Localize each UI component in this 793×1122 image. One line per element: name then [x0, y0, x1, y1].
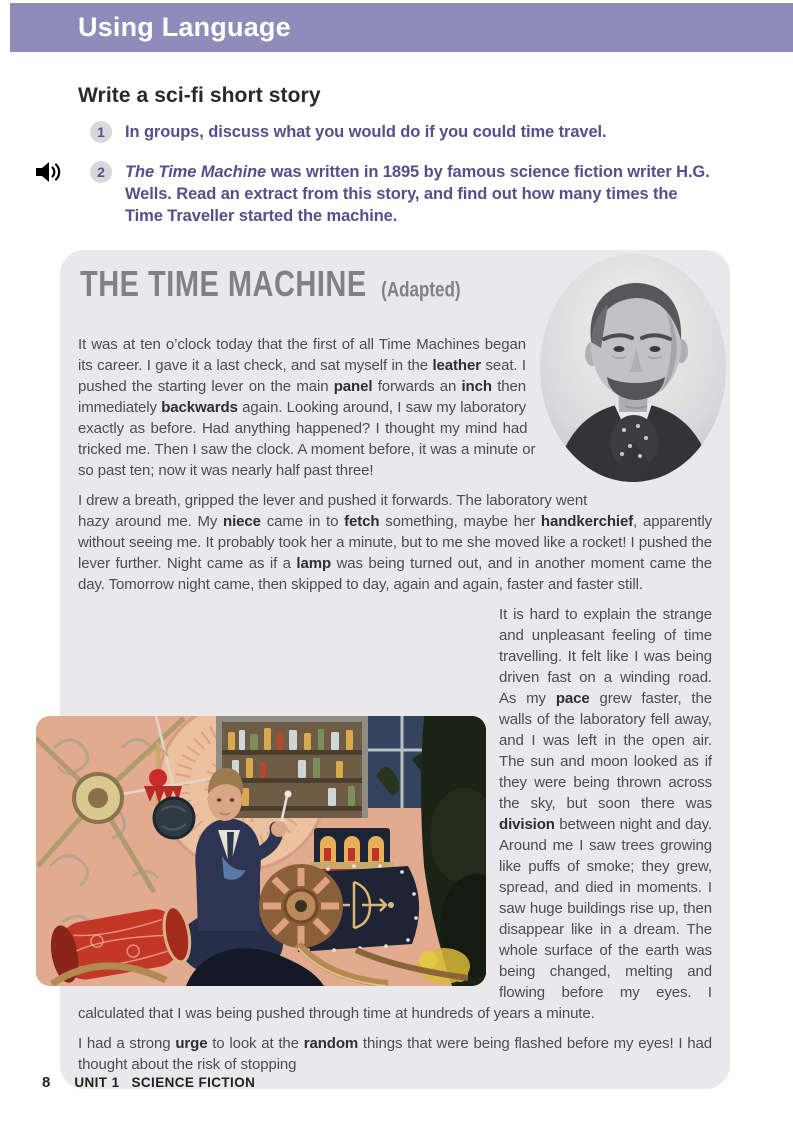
- lesson-heading: Write a sci-fi short story: [78, 84, 321, 107]
- unit-label: [74, 1075, 255, 1090]
- reading-passage-box: [60, 250, 730, 1089]
- activities-list: [60, 121, 715, 245]
- passage-paragraph-2: I drew a breath, gripped the lever and pushed it forwards. The laboratory went hazy around me. My niece came in to fetch something, maybe her handkerchief, apparently without seeing me. It probably took her a minute, but to me she moved like a rocket! I pushed the lever further. Night came as if a lamp was being turned out, and in another moment came the day. Tomorrow night came, then skipped to day, again and again, faster and faster still.: [78, 492, 712, 593]
- unit-title: SCIENCE FICTION: [131, 1075, 256, 1090]
- activity-1-text: In groups, discuss what you would do if you could time travel.: [125, 123, 607, 141]
- passage-title: THE TIME MACHINE: [80, 264, 367, 306]
- activity-item-1: [60, 121, 715, 143]
- audio-speaker-icon: [35, 160, 62, 184]
- passage-paragraph-3: It is hard to explain the strange and unpleasant feeling of time travelling. It felt like I was being driven fast on a winding road. As my pace grew faster, the walls of the laboratory fell away, and I was left in the open air. The sun and moon looked as if they were being thrown across the sky, but soon there was division between night and day. Around me I saw trees growing like puffs of smoke; they grew, spread, and died in moments. I saw huge buildings rise up, then disappear like in a dream. The whole surface of the earth was being changed, melting and flowing before my eyes. I calculated that I was being pushed through time at hundreds of years a minute.: [78, 606, 712, 1022]
- activity-number-badge: 2: [90, 161, 112, 183]
- unit-number: UNIT 1: [74, 1075, 120, 1090]
- page-footer: [42, 1074, 255, 1091]
- time-machine-movie-photo: [36, 716, 486, 986]
- passage-subtitle: (Adapted): [381, 277, 461, 302]
- page-number: 8: [42, 1074, 51, 1091]
- activity-2-text: The Time Machine was written in 1895 by famous science fiction writer H.G. Wells. Read an extract from this story, and find out how many times the Time Traveller started the machine.: [125, 163, 710, 225]
- section-header-bar: [10, 3, 793, 52]
- activity-number-badge: 1: [90, 121, 112, 143]
- section-header-title: Using Language: [78, 11, 291, 42]
- passage-paragraph-1: It was at ten o’clock today that the first of all Time Machines began its career. I gave it a last check, and sat myself in the leather seat. I pushed the starting lever on the main panel forwards an inch then immediately backwards again. Looking around, I saw my laboratory exactly as before. Had anything happened? I thought my mind had tricked me. Then I saw the clock. A moment before, it was a minute or so past ten; now it was nearly half past three!: [78, 336, 536, 479]
- activity-item-2: [60, 161, 715, 227]
- hg-wells-portrait-photo: [540, 254, 726, 482]
- passage-paragraph-4: I had a strong urge to look at the random things that were being flashed before my eyes! I had thought about the risk of stopping: [78, 1035, 712, 1073]
